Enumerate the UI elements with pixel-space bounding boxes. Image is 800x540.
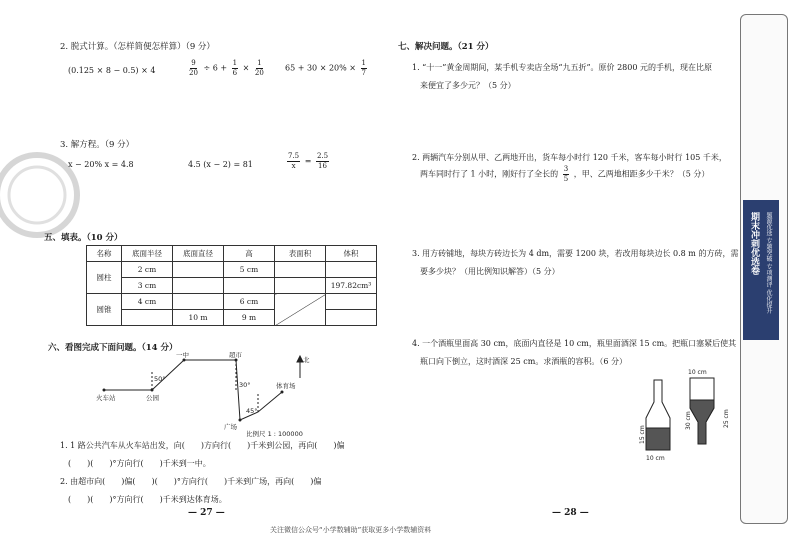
table-row [87,310,377,326]
table-header-row [87,246,377,262]
station-label: 火车站 [96,394,116,402]
q2-heading: 2. 脱式计算。（怎样简便怎样算）（9 分） [60,42,215,52]
table-row [87,278,377,294]
q2-expr2: $\frac{9}{20}$ ÷ 6 + $\frac{1}{6}$ × $\frac{1}{20}$ [189,59,264,77]
q2-expr3: 65 + 30 × 20% × $\frac{1}{7}$ [285,59,366,77]
q3-heading: 3. 解方程。（9 分） [60,140,135,150]
label-10cm-bottom: 10 cm [646,455,665,462]
cell-r1-radius: 2 cm [122,262,173,278]
label-30cm: 30 cm [685,411,692,430]
cell-r1-volume [326,262,377,278]
brand-title: 期末冲刺优选卷 [749,212,759,275]
angle-30-label: 30° [239,381,251,389]
col-name: 名称 [87,246,122,262]
q7-p3-line2: 要多少块？（用比例知识解答）（5 分） [420,267,560,276]
cell-r2-surface [275,278,326,294]
cell-r4-height: 9 m [224,310,275,326]
cell-r3-volume [326,294,377,310]
cell-r2-diameter [173,278,224,294]
q7-p4-line2: 瓶口向下倒立，这时酒深 25 cm。求酒瓶的容积。（6 分） [420,357,627,366]
q6-s1-line2: ( )( )°方向行( )千米到一中。 [68,459,211,468]
col-radius: 底面半径 [122,246,173,262]
cell-r4-radius [122,310,173,326]
supermarket-label: 超市 [229,352,242,359]
page-number-right: — 28 — [552,508,589,518]
cell-r1-diameter [173,262,224,278]
school-label: 一中 [176,352,189,359]
wine-inverted [690,400,714,444]
table-row [87,262,377,278]
square-label: 广场 [224,423,237,431]
cell-r4-diameter: 10 m [173,310,224,326]
label-15cm: 15 cm [639,425,646,444]
q7-p1-line2: 来便宜了多少元？（5 分） [420,81,516,90]
page-footer: 关注微信公众号“小学数辅助”获取更多小学数辅资料 [270,526,432,534]
cell-r2-radius: 3 cm [122,278,173,294]
col-surface: 表面积 [275,246,326,262]
q7-p3-line1: 3. 用方砖铺地，每块方砖边长为 4 dm，需要 1200 块，若改用每块边长 0.8 m 的方砖，需 [412,249,739,258]
angle-50-label: 50° [154,375,166,383]
cell-r2-height [224,278,275,294]
scale-label: 比例尺 1 : 100000 [246,430,303,438]
table-row [87,294,377,310]
route-map [96,352,356,438]
cell-r1-surface [275,262,326,278]
cell-r1-height: 5 cm [224,262,275,278]
park-label: 公园 [146,394,159,402]
cell-r3-radius: 4 cm [122,294,173,310]
q6-s2-line1: 2. 由超市向( )偏( )( )°方向行( )千米到广场，再向( )偏 [60,477,322,486]
north-label: 北 [303,356,310,364]
cell-r3-diameter [173,294,224,310]
label-25cm: 25 cm [723,409,730,428]
q6-s2-line2: ( )( )°方向行( )千米到达体育场。 [68,495,227,504]
q6-s1-line1: 1. 1 路公共汽车从火车站出发，向( )方向行( )千米到公园，再向( )偏 [60,441,345,450]
q3-eq1: x − 20% x = 4.8 [68,160,134,169]
bottle-diagram [626,364,740,474]
angle-45-label: 45° [246,407,258,415]
stadium-label: 体育场 [276,382,296,390]
cone-label: 圆锥 [87,294,122,326]
label-10cm-top: 10 cm [688,369,707,376]
volume-table [86,245,377,326]
q7-p2-line1: 2. 两辆汽车分别从甲、乙两地开出，货车每小时行 120 千米，客车每小时行 105 千米， [412,153,727,162]
cell-r2-volume: 197.82cm³ [326,278,377,294]
wine-upright [646,428,670,450]
q7-p4-line1: 4. 一个酒瓶里面高 30 cm，底面内直径是 10 cm，瓶里面酒深 15 cm。把瓶口塞紧后使其 [412,339,737,348]
q3-eq3: $\frac{7.5}{x}$ = $\frac{2.5}{16}$ [288,152,329,170]
q5-heading: 五、填表。（10 分） [44,233,123,243]
cell-r4-volume [326,310,377,326]
q2-expr1: (0.125 × 8 − 0.5) × 4 [68,66,156,75]
brand-slogan: 题源优选 专题突破 专项测评 优化提升 [765,212,772,314]
q6-heading: 六、看图完成下面问题。（14 分） [48,343,178,353]
q7-heading: 七、解决问题。（21 分） [398,42,494,52]
cell-r3-height: 6 cm [224,294,275,310]
q7-p1-line1: 1. “十一”黄金周期间，某手机专卖店全场“九五折”。原价 2800 元的手机，现在比原 [412,63,712,72]
col-diameter: 底面直径 [173,246,224,262]
col-volume: 体积 [326,246,377,262]
q7-p2-line2: 两车同时行了 1 小时，刚好行了全长的 $\frac{3}{5}$ ，甲、乙两地相距多少千米？（5 分） [420,165,710,183]
page-number-left: — 27 — [188,508,225,518]
q3-eq2: 4.5 (x − 2) = 81 [188,160,253,169]
cylinder-label: 圆柱 [87,262,122,294]
cell-cone-surface-na [275,294,326,326]
col-height: 高 [224,246,275,262]
